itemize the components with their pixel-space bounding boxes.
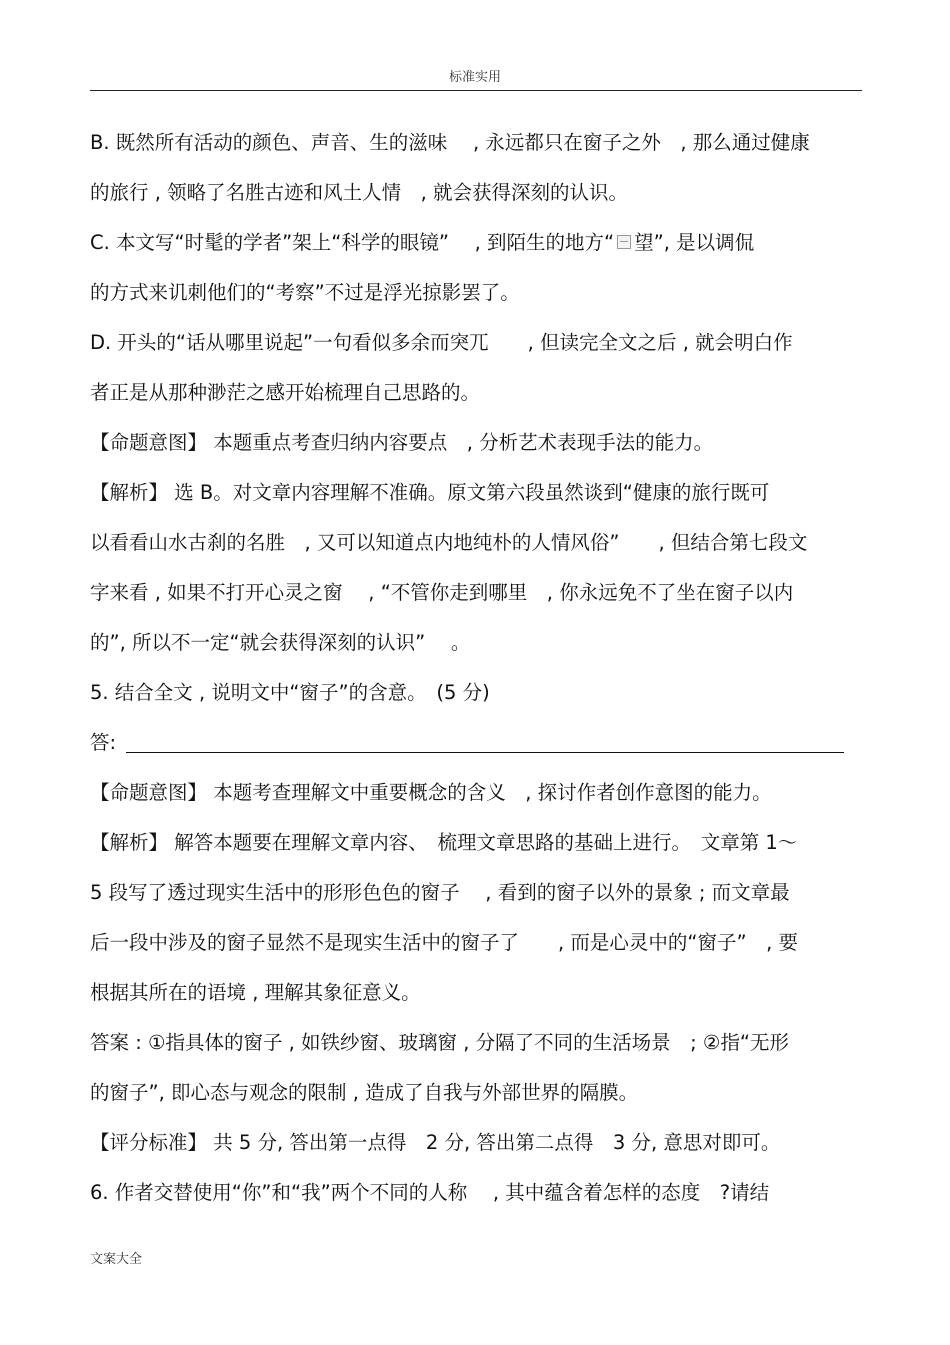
- text-line: D. 开头的“话从哪里说起”一句看似多余而突兀 , 但读完全文之后 , 就会明白作: [90, 331, 793, 354]
- text-line: 【命题意图】 本题考查理解文中重要概念的含义 , 探讨作者创作意图的能力。: [90, 781, 772, 804]
- text-line: 的旅行 , 领略了名胜古迹和风土人情 , 就会获得深刻的认识。: [90, 181, 628, 204]
- text-line: 后一段中涉及的窗子显然不是现实生活中的窗子了 , 而是心灵中的“窗子” , 要: [90, 931, 798, 954]
- text-line: 【解析】 解答本题要在理解文章内容、 梳理文章思路的基础上进行。 文章第 1～: [90, 831, 798, 854]
- text-line: 根据其所在的语境 , 理解其象征意义。: [90, 981, 421, 1004]
- answer-label: 答:: [90, 731, 117, 754]
- text-line: 的方式来讥刺他们的“考察”不过是浮光掠影罢了。: [90, 281, 520, 304]
- page-footer: 文案大全: [90, 1252, 143, 1267]
- header-divider: [90, 90, 862, 91]
- text-line: 字来看 , 如果不打开心灵之窗 , “不管你走到哪里 , 你永远免不了坐在窗子以内: [90, 581, 794, 604]
- text-line-option-c: [90, 218, 862, 268]
- text-segment: C. 本文写“时髦的学者”架上“科学的眼镜” , 到陌生的地方“: [90, 231, 615, 254]
- text-line: 5. 结合全文 , 说明文中“窗子”的含意。 (5 分): [90, 681, 490, 704]
- text-line: 答案 : ①指具体的窗子 , 如铁纱窗、玻璃窗 , 分隔了不同的生活场景 ; ②指“无形: [90, 1031, 789, 1054]
- text-line: 5 段写了透过现实生活中的形形色色的窗子 , 看到的窗子以外的景象 ; 而文章最: [90, 881, 790, 904]
- broken-image-icon: [617, 235, 631, 249]
- text-line: 6. 作者交替使用“你”和“我”两个不同的人称 , 其中蕴含着怎样的态度 ?请结: [90, 1181, 770, 1204]
- page-body: [90, 118, 862, 1218]
- text-line: B. 既然所有活动的颜色、声音、生的滋味 , 永远都只在窗子之外 , 那么通过健康: [90, 131, 810, 154]
- page-header: 标准实用: [448, 70, 501, 85]
- answer-blank-line: [126, 752, 844, 753]
- text-line: 【解析】 选 B。对文章内容理解不准确。原文第六段虽然谈到“健康的旅行既可: [90, 481, 770, 504]
- text-line: 者正是从那种渺茫之感开始梳理自己思路的。: [90, 381, 481, 404]
- text-segment: 望”, 是以调侃: [634, 231, 755, 254]
- text-line: 的窗子”, 即心态与观念的限制 , 造成了自我与外部世界的隔膜。: [90, 1081, 639, 1104]
- answer-row: [90, 718, 862, 768]
- text-line: 【命题意图】 本题重点考查归纳内容要点 , 分析艺术表现手法的能力。: [90, 431, 714, 454]
- text-line: 【评分标准】 共 5 分, 答出第一点得 2 分, 答出第二点得 3 分, 意思对即可。: [90, 1131, 781, 1154]
- text-line: 的”, 所以不一定“就会获得深刻的认识” 。: [90, 631, 471, 654]
- text-line: 以看看山水古刹的名胜 , 又可以知道点内地纯朴的人情风俗” , 但结合第七段文: [90, 531, 808, 554]
